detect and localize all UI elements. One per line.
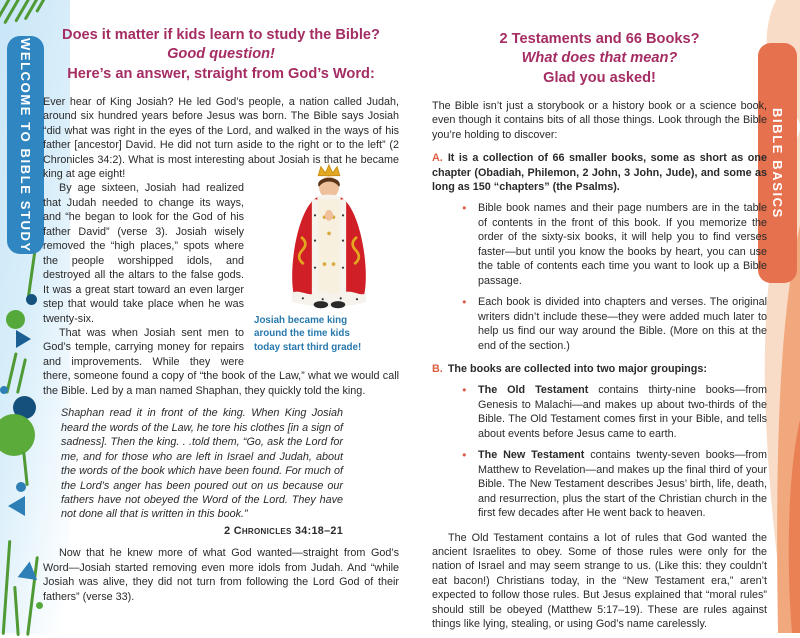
decorative-dot: [0, 414, 35, 456]
decorative-stem: [2, 540, 12, 635]
scripture-quote: Shaphan read it in front of the king. When King Josiah heard the words of the Law, he tore his clothes [in a sign of sadness]. Then the king. . .told them, “Go, ask the Lord for me, and for those who are left in Israel and Judah, about the words of the book which have been found. For much of the Lord’s anger has been poured out on us because our fathers have not obeyed the Word of the Lord. They have not done all that is written in this book.”: [61, 407, 343, 521]
section-a-text: It is a collection of 66 smaller books, some as short as one chapter (Obadiah, Philemon, 2 John, 3 John, Jude), and some as long as 150 “chapters” (the Psalms).: [432, 152, 767, 194]
paragraph: That was when Josiah sent men to God’s temple, carrying money for repairs and improvements. While they were there, someone found a copy of “the book of the Law,” what we would call the Bible. Led by a man named Shaphan, they quickly told the king.: [43, 327, 399, 397]
heading-line: Good question!: [167, 46, 275, 63]
right-page-heading: [432, 30, 767, 88]
list-item-lead: The New Testament: [478, 449, 585, 462]
boy-king-illustration: [270, 163, 388, 311]
list-item: [454, 295, 767, 353]
king-josiah-figure: [254, 163, 399, 353]
left-section-tab-label: WELCOME TO BIBLE STUDY: [18, 37, 33, 253]
list-item-text: Bible book names and their page numbers are in the table of contents in the front of this book. If you memorize the order of the sixty-six books, it will help you to find verses faster—but until you know the books by heart, you can use the table of contents each time you want to look up a Bible passage.: [478, 202, 767, 287]
left-page-heading: [43, 26, 399, 84]
left-section-tab: [7, 36, 44, 254]
list-item-text: contains twenty-seven books—from Matthew to Revelation—and makes up the final third of your Bible. The New Testament describes Jesus’ birth, life, death, and resurrection, plus the start of the Christian church in the first few decades after He went back to heaven.: [478, 449, 767, 520]
section-b-label: B.: [432, 363, 443, 375]
section-b-lead: [432, 362, 767, 376]
left-page: [43, 26, 399, 604]
decorative-dot: [0, 386, 8, 394]
intro-paragraph: The Bible isn’t just a storybook or a history book or a science book, even though it contains bits of all those things. Look through the Bible you’re holding to discover:: [432, 99, 767, 141]
paragraph: Now that he knew more of what God wanted—straight from God’s Word—Josiah started removing even more idols from Judah. And “while Josiah was alive, they did not turn from following the Lord God of their fathers” (verse 33).: [43, 547, 399, 603]
decorative-dot: [36, 602, 43, 609]
decorative-dot: [6, 310, 25, 329]
closing-paragraph: The Old Testament contains a lot of rules that God wanted the ancient Israelites to obey. Some of those rules were only for the nation of Israel and may seem strange to us. (Like this: they couldn’t eat bacon!) Christians today, in the “New Testament era,” aren’t expected to follow those rules. But Jesus explained that “moral rules” should still be obeyed (Matthew 5:17–19). These are rules against things like lying, stealing, or using God’s name carelessly.: [432, 531, 767, 631]
decorative-dot: [26, 294, 37, 305]
heading-line: Glad you asked!: [543, 69, 656, 86]
heading-line: Does it matter if kids learn to study the Bible?: [62, 27, 380, 43]
section-a-lead: [432, 151, 767, 194]
decorative-line: [35, 0, 52, 13]
figure-caption: Josiah became king around the time kids today start third grade!: [254, 315, 362, 353]
list-item: [454, 201, 767, 288]
list-item: [454, 448, 767, 520]
right-section-tab-label: BIBLE BASICS: [770, 107, 785, 219]
paragraph: Ever hear of King Josiah? He led God’s people, a nation called Judah, around six hundred years before Jesus was born. The Bible says Josiah “did what was right in the eyes of the Lord, and walked in the ways of his father [ancestor] David. He did not turn aside to the right or to the left” (2 Chronicles 34:2). What is most interesting about Josiah is that he became king at age eight!: [43, 95, 399, 181]
decorative-stem: [27, 252, 36, 298]
decorative-dot: [16, 482, 26, 492]
heading-line: 2 Testaments and 66 Books?: [499, 31, 700, 47]
right-page: [432, 30, 767, 632]
decorative-triangle: [8, 496, 25, 516]
section-b-text: The books are collected into two major groupings:: [447, 363, 707, 375]
heading-line: Here’s an answer, straight from God’s Word:: [67, 65, 375, 82]
decorative-stem: [22, 452, 29, 486]
scripture-reference: 2 Chronicles 34:18–21: [224, 524, 343, 537]
section-a-label: A.: [432, 152, 443, 165]
decorative-stem: [13, 586, 19, 636]
list-item-text: Each book is divided into chapters and verses. The original writers didn’t include these—they were added much later to help us find our way around the Bible. (More on this at the end of the section.): [478, 296, 767, 352]
paragraph: By age sixteen, Josiah had realized that Judah needed to change its ways, and “he began to look for the God of his father David” (verse 3). Josiah wisely removed the “high places,” spots where the people worshipped idols, and destroyed all the altars to the false gods. It was a great start toward an even larger step that would take place when he was twenty-six.: [43, 182, 244, 325]
heading-line: What does that mean?: [521, 50, 678, 67]
list-item-text: contains thirty-nine books—from Genesis to Malachi—and makes up about two-thirds of the Bible. The Old Testament comes first in your Bible, and tells about events before Jesus came to earth.: [478, 384, 768, 440]
decorative-line: [16, 358, 27, 394]
list-item-lead: The Old Testament: [478, 384, 589, 397]
list-item: [454, 383, 767, 441]
decorative-triangle: [16, 330, 31, 348]
